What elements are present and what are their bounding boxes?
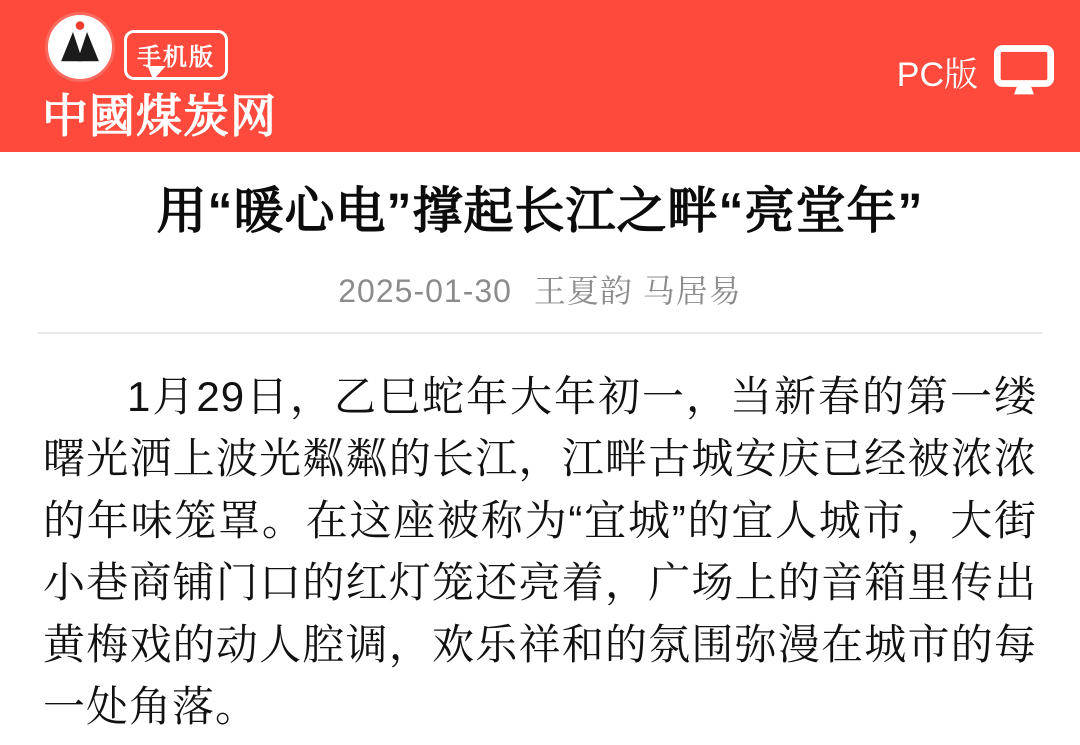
article-date: 2025-01-30	[338, 273, 512, 309]
mobile-version-badge	[124, 30, 228, 80]
badge-tail	[144, 66, 165, 80]
pc-version-label: PC版	[896, 55, 978, 94]
pc-version-link[interactable]	[897, 44, 1054, 98]
divider	[38, 332, 1042, 334]
article-authors: 王夏韵 马居易	[533, 273, 742, 309]
site-header	[0, 0, 1080, 152]
article-meta	[0, 266, 1080, 312]
mobile-version-badge-label: 手机版	[137, 44, 215, 71]
coal-twin-peaks-logo-icon	[53, 18, 107, 77]
site-name[interactable]: 中國煤炭网	[42, 91, 277, 142]
monitor-icon	[994, 44, 1054, 98]
article-paragraph: 1月29日，乙巳蛇年大年初一，当新春的第一缕曙光洒上波光粼粼的长江，江畔古城安庆已经被浓浓的年味笼罩。在这座被称为“宜城”的宜人城市，大街小巷商铺门口的红灯笼还亮着，广场上的音箱里传出黄梅戏的动人腔调，欢乐祥和的氛围弥漫在城市的每一处角落。	[43, 373, 1037, 730]
article	[0, 152, 1080, 738]
article-title: 用“暖心电”撑起长江之畔“亮堂年”	[156, 183, 924, 239]
site-logo[interactable]	[45, 12, 115, 82]
